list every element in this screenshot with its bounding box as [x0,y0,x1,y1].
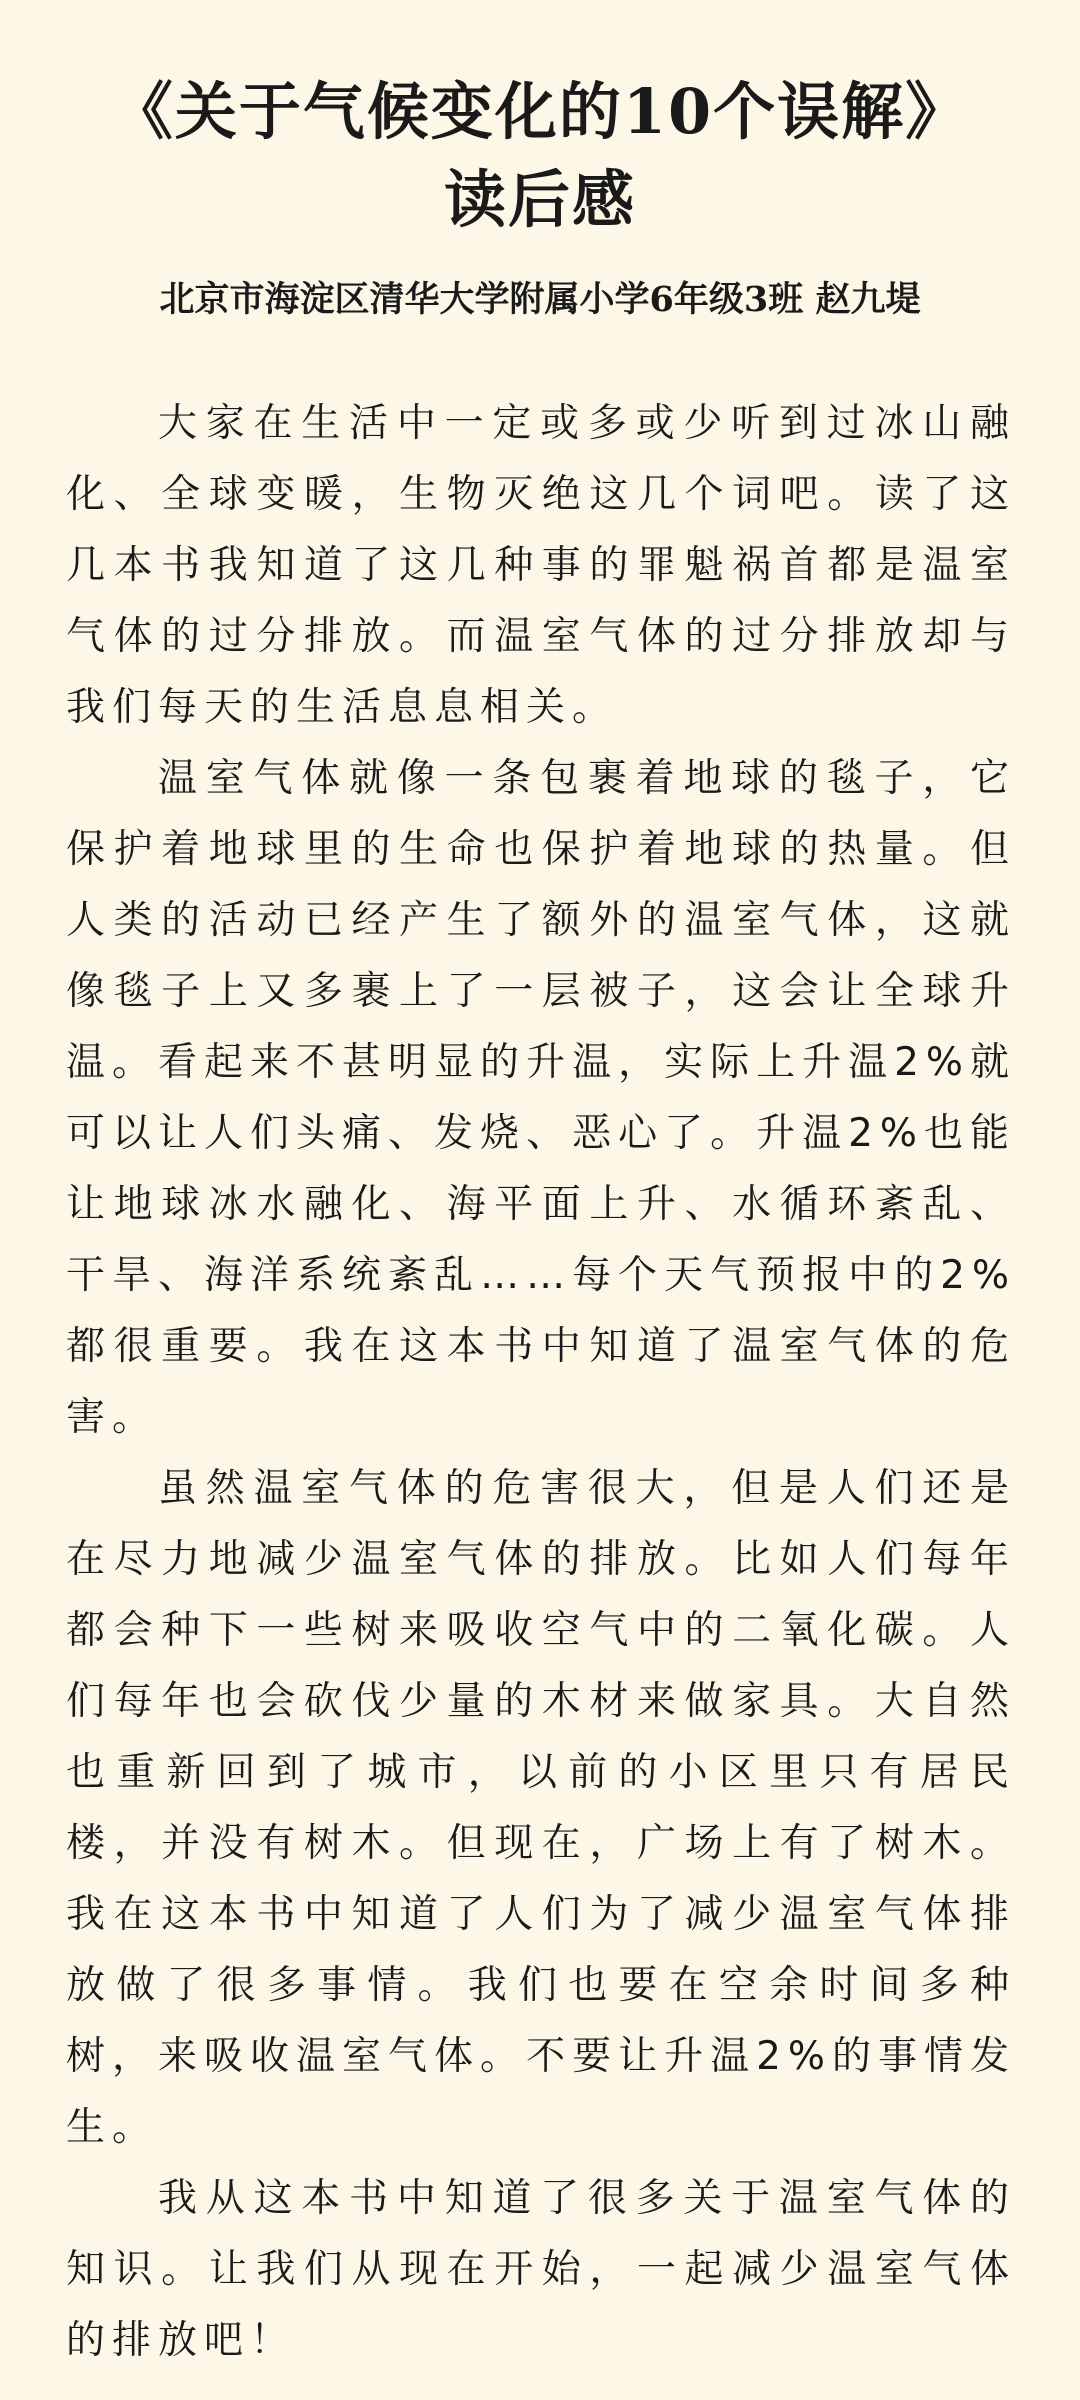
paragraph: 温室气体就像一条包裹着地球的毯子，它保护着地球里的生命也保护着地球的热量。但人类的活动已经产生了额外的温室气体，这就像毯子上又多裹上了一层被子，这会让全球升温。看起来不甚明显的升温，实际上升温2%就可以让人们头痛、发烧、恶心了。升温2%也能让地球冰水融化、海平面上升、水循环紊乱、干旱、海洋系统紊乱……每个天气预报中的2%都很重要。我在这本书中知道了温室气体的危害。 [66,756,1016,1440]
paragraph: 大家在生活中一定或多或少听到过冰山融化、全球变暖，生物灭绝这几个词吧。读了这几本书我知道了这几种事的罪魁祸首都是温室气体的过分排放。而温室气体的过分排放却与我们每天的生活息息相关。 [66,401,1016,730]
page-title-subtitle: 读后感 [443,163,636,236]
page-title: 《关于气候变化的10个误解》 [110,75,970,148]
author-byline: 北京市海淀区清华大学附属小学6年级3班 赵九堤 [159,279,921,320]
paragraph: 虽然温室气体的危害很大，但是人们还是在尽力地减少温室气体的排放。比如人们每年都会种下一些树来吸收空气中的二氧化碳。人们每年也会砍伐少量的木材来做家具。大自然也重新回到了城市，以前的小区里只有居民楼，并没有树木。但现在，广场上有了树木。我在这本书中知道了人们为了减少温室气体排放做了很多事情。我们也要在空余时间多种树，来吸收温室气体。不要让升温2%的事情发生。 [66,1466,1016,2150]
paragraph: 我从这本书中知道了很多关于温室气体的知识。让我们从现在开始，一起减少温室气体的排放吧！ [66,2176,1016,2363]
essay-body [66,388,1016,2376]
